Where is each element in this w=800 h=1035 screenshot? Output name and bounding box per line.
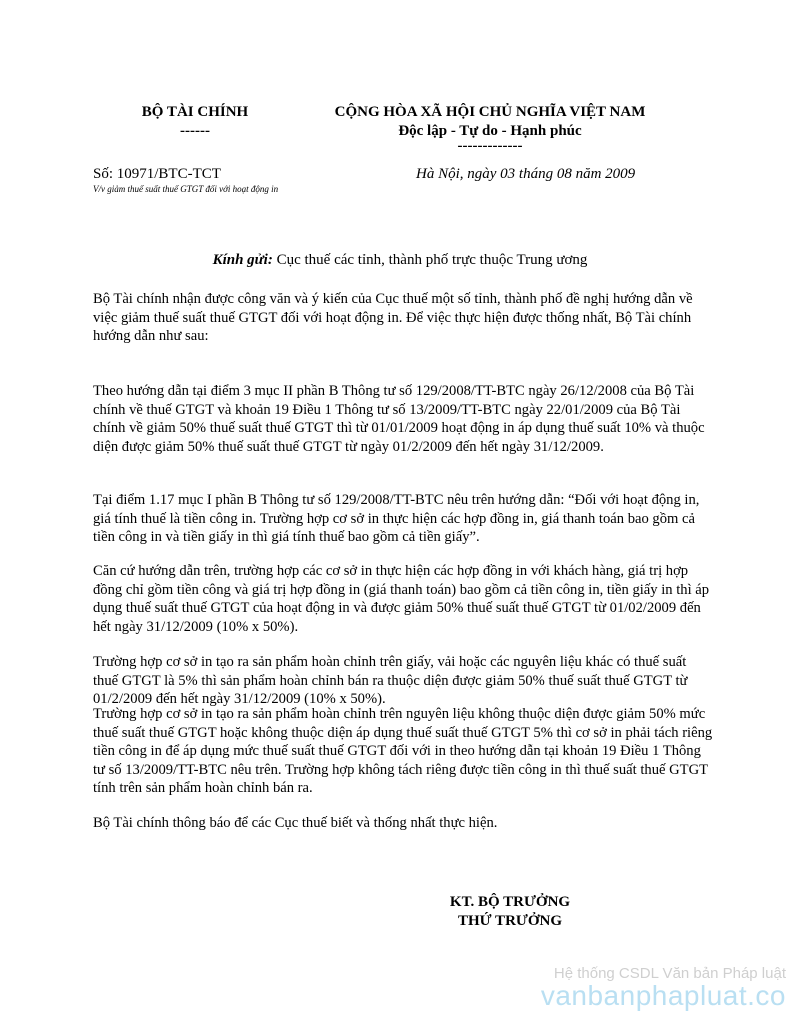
national-motto: Độc lập - Tự do - Hạnh phúc — [398, 123, 582, 139]
paragraph-legal-basis: Theo hướng dẫn tại điểm 3 mục II phần B Thông tư số 129/2008/TT-BTC ngày 26/12/2008 của Bộ Tài chính về thuế GTGT và khoản 19 Điều 1 Thông tư số 13/2009/TT-BTC ngày 22/01/2009 của Bộ Tài chính về giảm 50% thuế suất thuế GTGT thì từ 01/01/2009 hoạt động in áp dụng thuế suất 10% và thuộc diện được giảm 50% thuế suất thuế GTGT từ ngày 01/2/2009 đến hết ngày 31/12/2009. — [93, 383, 705, 455]
paragraph-tax-base: Tại điểm 1.17 mục I phần B Thông tư số 129/2008/TT-BTC nêu trên hướng dẫn: “Đối với hoạt động in, giá tính thuế là tiền công in. Trường hợp cơ sở in thực hiện các hợp đồng in, giá thanh toán bao gồm cả tiền công in và tiền giấy in thì giá tính thuế bao gồm cả tiền giấy”. — [93, 492, 700, 545]
paragraph-intro: Bộ Tài chính nhận được công văn và ý kiến của Cục thuế một số tỉnh, thành phố đề nghị hướng dẫn về việc giảm thuế suất thuế GTGT đối với hoạt động in. Để việc thực hiện được thống nhất, Bộ Tài chính hướng dẫn như sau: — [93, 291, 693, 344]
watermark-caption: Hệ thống CSDL Văn bản Pháp luật — [553, 965, 786, 982]
document-number: Số: 10971/BTC-TCT — [93, 166, 221, 182]
document-subject: V/v giảm thuế suất thuế GTGT đối với hoạt động in — [93, 184, 279, 194]
ministry-divider: ------ — [180, 123, 210, 139]
ministry-name: BỘ TÀI CHÍNH — [141, 104, 249, 120]
paragraph-closing: Bộ Tài chính thông báo để các Cục thuế biết và thống nhất thực hiện. — [93, 815, 498, 831]
recipient-text: Cục thuế các tỉnh, thành phố trực thuộc Trung ương — [272, 252, 588, 268]
recipient-line — [0, 251, 800, 270]
paragraph-contracts: Căn cứ hướng dẫn trên, trường hợp các cơ sở in thực hiện các hợp đồng in với khách hàng, giá trị hợp đồng chỉ gồm tiền công và giá trị hợp đồng in (giá thanh toán) bao gồm cả tiền công in, tiền giấy in thì áp dụng thuế suất thuế GTGT của hoạt động in và được giảm 50% thuế suất thuế GTGT từ 01/02/2009 đến hết ngày 31/12/2009 (10% x 50%). — [93, 563, 710, 635]
republic-name: CỘNG HÒA XÃ HỘI CHỦ NGHĨA VIỆT NAM — [334, 104, 646, 120]
signature-title: KT. BỘ TRƯỞNG — [449, 894, 571, 910]
watermark-site: vanbanphapluat.co — [540, 980, 786, 1011]
signature-position: THỨ TRƯỞNG — [457, 913, 563, 929]
place-and-date: Hà Nội, ngày 03 tháng 08 năm 2009 — [416, 166, 636, 182]
motto-divider: ------------- — [457, 138, 523, 154]
paragraph-five-percent: Trường hợp cơ sở in tạo ra sản phẩm hoàn chỉnh trên giấy, vải hoặc các nguyên liệu khác có thuế suất thuế GTGT là 5% thì sản phẩm hoàn chỉnh bán ra thuộc diện được giảm 50% thuế suất thuế GTGT từ 01/2/2009 đến hết ngày 31/12/2009 (10% x 50%). — [93, 654, 688, 707]
recipient-label: Kính gửi: — [212, 252, 273, 268]
paragraph-separation: Trường hợp cơ sở in tạo ra sản phẩm hoàn chỉnh trên nguyên liệu không thuộc diện được giảm 50% mức thuế suất thuế GTGT hoặc không thuộc diện áp dụng thuế suất thuế GTGT 5% thì cơ sở in phải tách riêng tiền công in để áp dụng mức thuế suất thuế GTGT đối với in theo hướng dẫn tại khoản 19 Điều 1 Thông tư số 13/2009/TT-BTC nêu trên. Trường hợp không tách riêng được tiền công in thì thuế suất thuế GTGT tính trên sản phẩm hoàn chỉnh bán ra. — [93, 706, 713, 796]
